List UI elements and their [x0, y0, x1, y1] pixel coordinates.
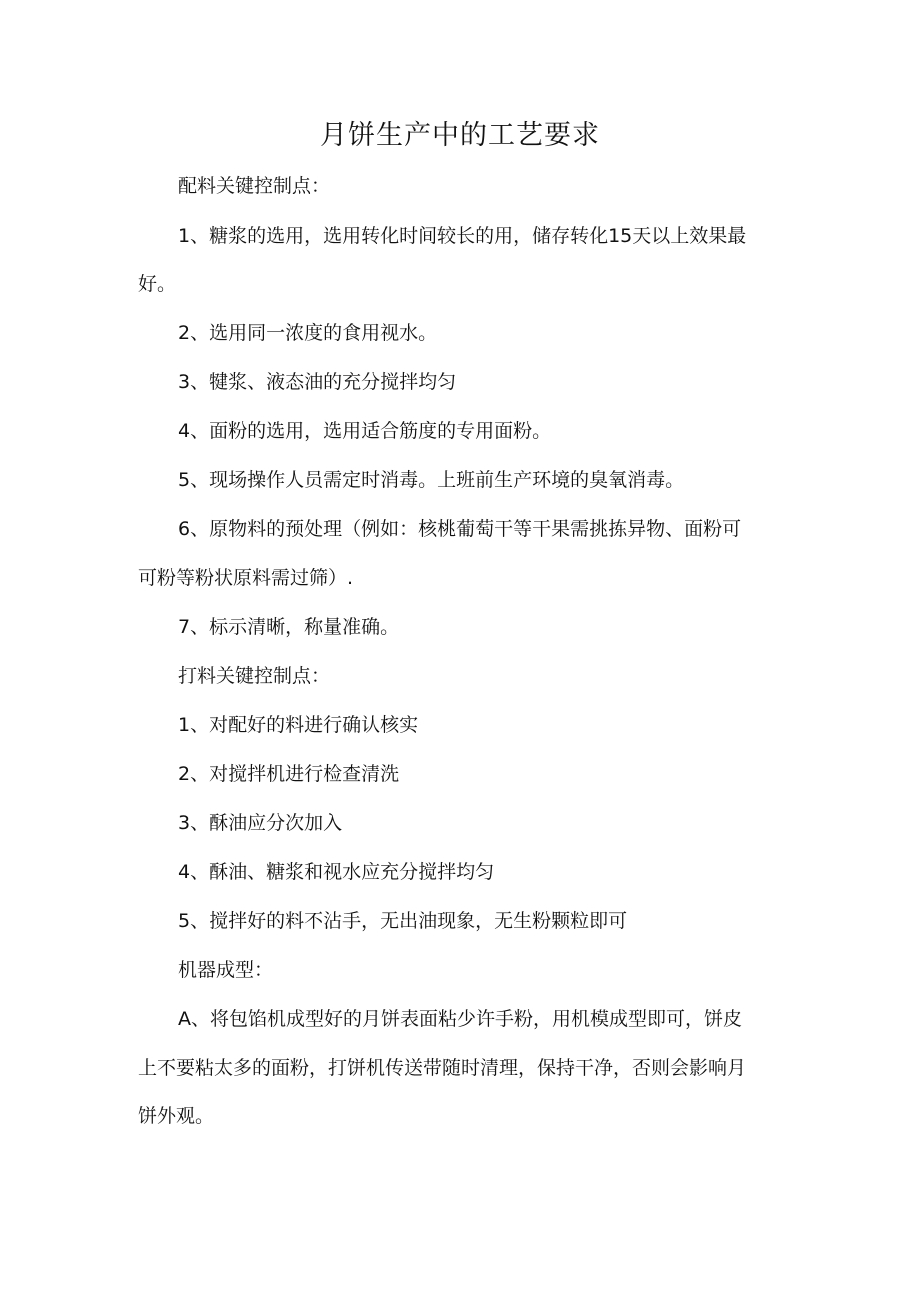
section-heading-batching: 配料关键控制点：: [178, 175, 331, 197]
paragraph-line: 1、糖浆的选用，选用转化时间较长的用，储存转化15天以上效果最: [178, 225, 747, 247]
paragraph-line: 3、酥油应分次加入: [178, 812, 343, 834]
paragraph-line: 3、犍浆、液态油的充分搅拌均匀: [178, 371, 457, 393]
paragraph-line: 好。: [138, 273, 177, 295]
paragraph-line: 5、搅拌好的料不沾手，无出油现象，无生粉颗粒即可: [178, 910, 628, 932]
paragraph-line: 4、酥油、糖浆和视水应充分搅拌均匀: [178, 861, 495, 883]
paragraph-line: 7、标示清晰，称量准确。: [178, 616, 400, 638]
paragraph-line: 6、原物料的预处理（例如：核桃葡萄干等干果需挑拣异物、面粉可: [178, 518, 742, 540]
section-heading-molding: 机器成型：: [178, 959, 274, 981]
paragraph-line: 可粉等粉状原料需过筛）.: [138, 567, 354, 589]
paragraph-line: 饼外观。: [138, 1105, 215, 1127]
paragraph-line: 上不要粘太多的面粉，打饼机传送带随时清理，保持干净，否则会影响月: [138, 1057, 747, 1079]
document-title: 月饼生产中的工艺要求: [320, 120, 600, 151]
paragraph-line: 4、面粉的选用，选用适合筋度的专用面粉。: [178, 420, 552, 442]
paragraph-line: 5、现场操作人员需定时消毒。上班前生产环境的臭氧消毒。: [178, 469, 685, 491]
paragraph-line: 2、选用同一浓度的食用视水。: [178, 322, 438, 344]
paragraph-line: A、将包馅机成型好的月饼表面粘少许手粉，用机模成型即可，饼皮: [178, 1008, 742, 1030]
paragraph-line: 1、对配好的料进行确认核实: [178, 714, 419, 736]
paragraph-line: 2、对搅拌机进行检查清洗: [178, 763, 400, 785]
section-heading-mixing: 打料关键控制点：: [178, 665, 331, 687]
